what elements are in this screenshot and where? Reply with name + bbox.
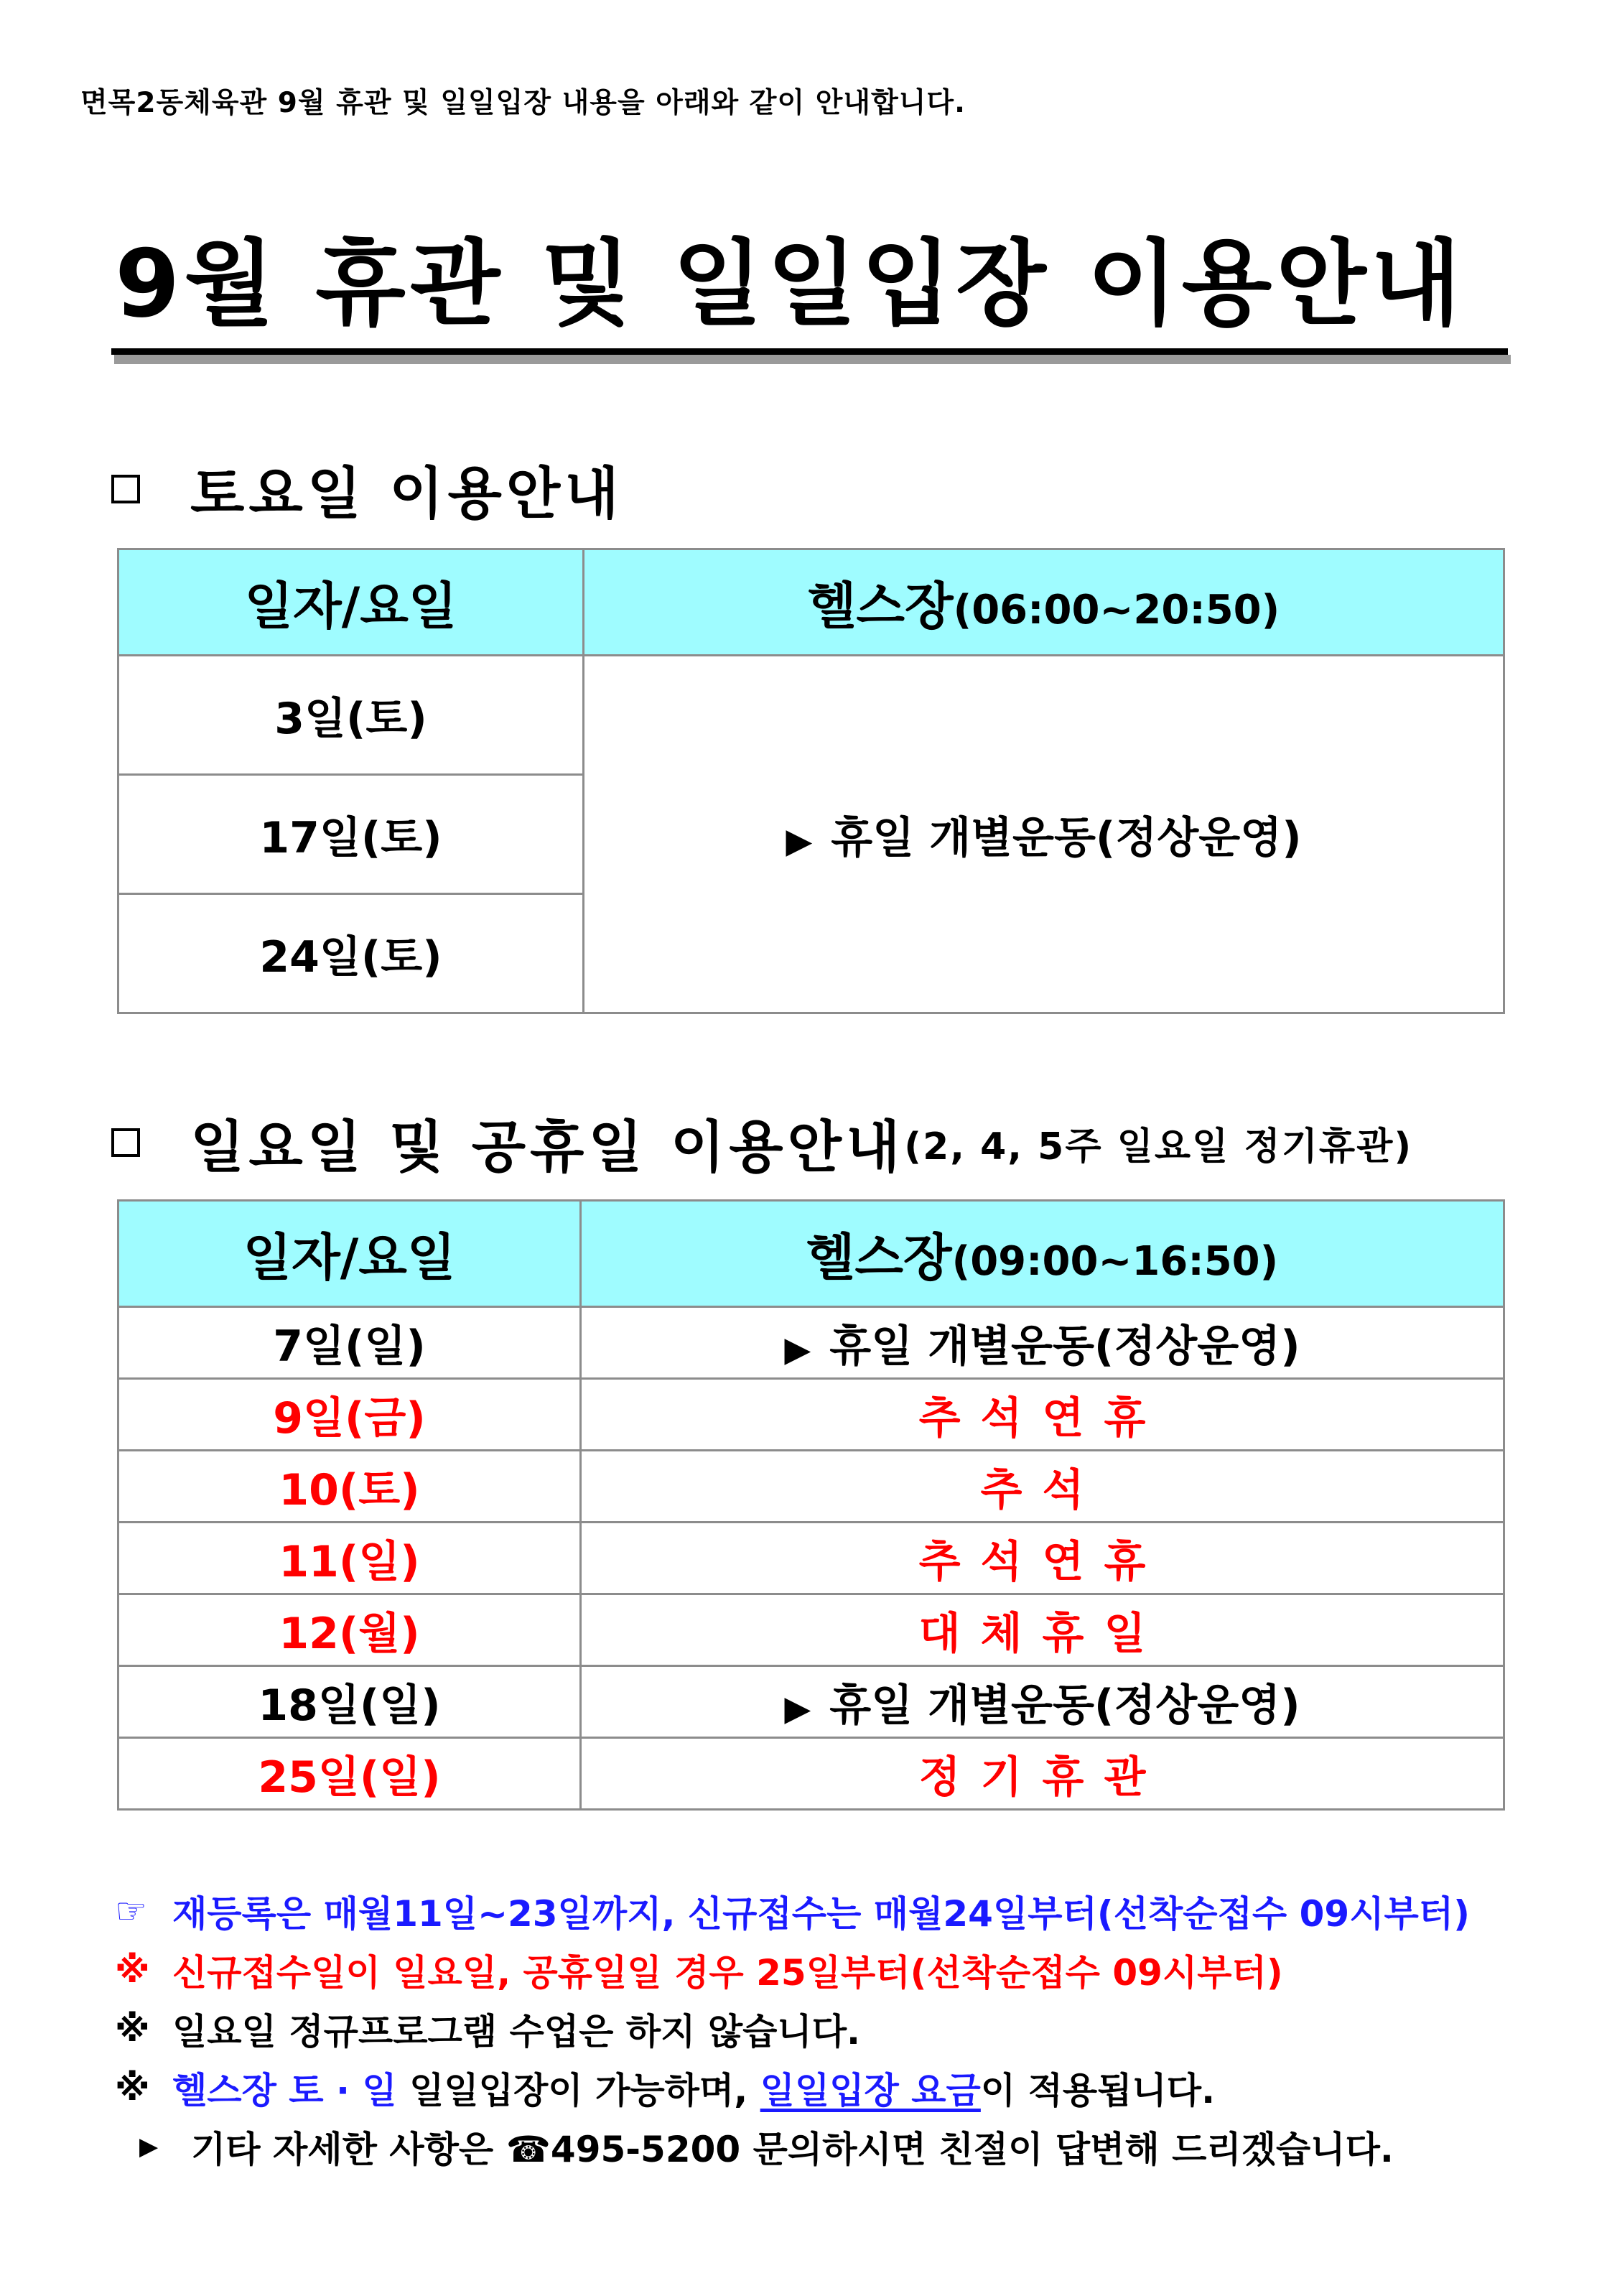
pointing-hand-icon: ☞ — [115, 1890, 147, 1932]
status-cell — [581, 1307, 1504, 1379]
date-cell: 9일(금) — [118, 1379, 581, 1451]
status-cell: 추석 — [581, 1451, 1504, 1523]
table-row — [118, 656, 1504, 775]
date-cell: 12(월) — [118, 1594, 581, 1666]
section-saturday-heading — [111, 449, 623, 529]
note-new-registration — [115, 1941, 1470, 1999]
section-saturday-title: 토요일 이용안내 — [190, 462, 623, 526]
col-gym-header — [584, 549, 1504, 656]
col-gym-label: 헬스장 — [806, 1228, 952, 1287]
note-daily-admission — [115, 2058, 1470, 2117]
table-row — [118, 1307, 1504, 1379]
note-text: 기타 자세한 사항은 ☎495-5200 문의하시면 친절이 답변해 드리겠습니다. — [191, 2129, 1394, 2170]
page-title: 9월 휴관 및 일일입장 이용안내 — [115, 229, 1466, 338]
note-text: 일요일 정규프로그램 수업은 하지 않습니다. — [172, 2011, 861, 2053]
status-cell: 추석연휴 — [581, 1379, 1504, 1451]
checkbox-square-icon — [111, 1128, 140, 1157]
section-sunday-title: 일요일 및 공휴일 이용안내 — [190, 1115, 905, 1180]
section-sunday-subtitle: (2, 4, 5주 일요일 정기휴관) — [904, 1125, 1413, 1168]
table-row — [118, 1594, 1504, 1666]
saturday-table — [117, 548, 1505, 1014]
table-row — [118, 1523, 1504, 1594]
date-cell: 11(일) — [118, 1523, 581, 1594]
status-cell: 추석연휴 — [581, 1523, 1504, 1594]
table-header-row — [118, 549, 1504, 656]
title-underline-shadow — [114, 355, 1511, 364]
section-sunday-heading — [111, 1102, 1412, 1183]
col-gym-label: 헬스장 — [807, 577, 954, 636]
date-cell: 7일(일) — [118, 1307, 581, 1379]
status-text: 휴일 개별운동(정상운영) — [829, 1321, 1300, 1372]
date-cell: 3일(토) — [118, 656, 584, 775]
notes-section — [115, 1882, 1470, 2176]
status-text: 휴일 개별운동(정상운영) — [831, 812, 1302, 863]
note-text: 일일입장이 가능하며, — [396, 2070, 760, 2111]
status-cell: 정기휴관 — [581, 1738, 1504, 1810]
col-date-header: 일자/요일 — [118, 1201, 581, 1307]
col-gym-time: (06:00~20:50) — [953, 587, 1280, 633]
note-contact — [115, 2117, 1470, 2176]
col-gym-time: (09:00~16:50) — [951, 1238, 1279, 1285]
triangle-right-icon: ▶ — [784, 1688, 811, 1729]
intro-text: 면목2동체육관 9월 휴관 및 일일입장 내용을 아래와 같이 안내합니다. — [80, 87, 966, 119]
table-row — [118, 1666, 1504, 1738]
note-reregistration — [115, 1882, 1470, 1941]
table-row — [118, 1738, 1504, 1810]
triangle-right-icon: ▶ — [786, 820, 813, 861]
triangle-right-icon: ▶ — [139, 2132, 159, 2161]
status-cell — [581, 1666, 1504, 1738]
note-text-highlight: 헬스장 토 · 일 — [172, 2070, 397, 2111]
date-cell: 18일(일) — [118, 1666, 581, 1738]
daily-fee-link: 일일입장 요금 — [760, 2070, 981, 2111]
reference-mark-icon: ※ — [115, 2008, 150, 2050]
table-header-row — [118, 1201, 1504, 1307]
status-text: 휴일 개별운동(정상운영) — [829, 1680, 1300, 1731]
triangle-right-icon: ▶ — [784, 1329, 811, 1370]
status-cell: 대체휴일 — [581, 1594, 1504, 1666]
checkbox-square-icon — [111, 475, 140, 503]
date-cell: 24일(토) — [118, 894, 584, 1013]
note-text: 신규접수일이 일요일, 공휴일일 경우 25일부터(선착순접수 09시부터) — [172, 1952, 1283, 1994]
date-cell: 10(토) — [118, 1451, 581, 1523]
note-text: 이 적용됩니다. — [980, 2070, 1216, 2111]
sunday-table — [117, 1199, 1505, 1811]
date-cell: 25일(일) — [118, 1738, 581, 1810]
table-row — [118, 1451, 1504, 1523]
date-cell: 17일(토) — [118, 775, 584, 894]
note-sunday-program — [115, 1999, 1470, 2058]
note-text: 재등록은 매월11일~23일까지, 신규접수는 매월24일부터(선착순접수 09시부터) — [172, 1893, 1470, 1935]
status-cell — [584, 656, 1504, 1013]
col-date-header: 일자/요일 — [118, 549, 584, 656]
table-row — [118, 1379, 1504, 1451]
reference-mark-icon: ※ — [115, 2067, 150, 2109]
col-gym-header — [581, 1201, 1504, 1307]
title-underline — [111, 348, 1508, 355]
reference-mark-icon: ※ — [115, 1949, 150, 1991]
